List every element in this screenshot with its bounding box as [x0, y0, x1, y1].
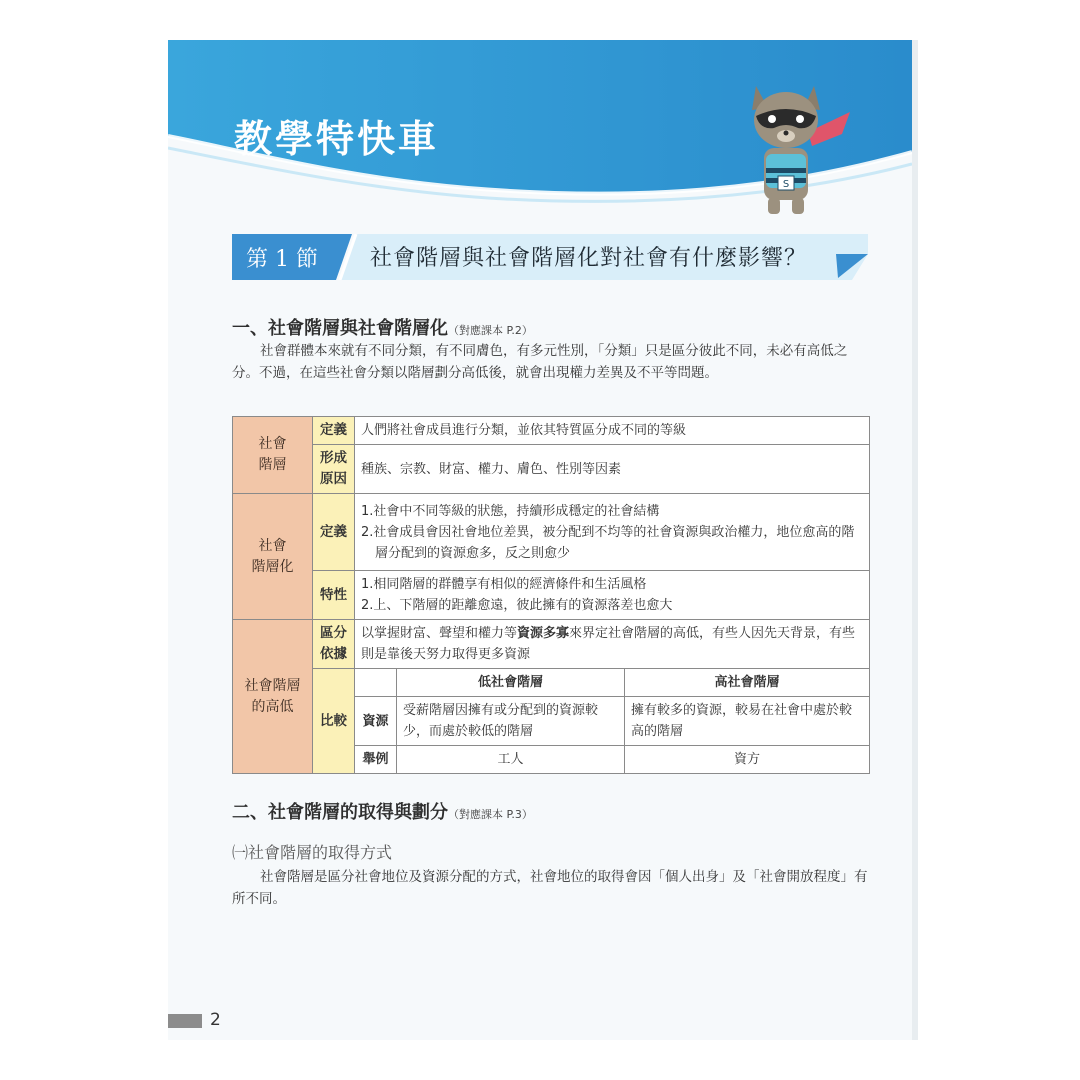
row-header-resource: 資源 — [355, 697, 397, 746]
table-row — [233, 571, 870, 620]
content-cell — [355, 494, 870, 571]
category-cell-level: 社會階層 的高低 — [233, 620, 313, 774]
part1-heading — [232, 314, 533, 340]
page-number: 2 — [210, 1010, 221, 1030]
section-number: 第 1 節 — [246, 247, 318, 272]
content-cell: 以掌握財富、聲望和權力等資源多寡來界定社會階層的高低，有些人因先天背景，有些則是靠後天努力取得更多資源 — [355, 620, 870, 669]
category-cell-stratification: 社會 階層化 — [233, 494, 313, 620]
part1-paragraph — [232, 340, 868, 384]
page-edge-shadow — [912, 40, 918, 1040]
textbook-page — [168, 40, 912, 1040]
part1-paragraph-text: 社會群體本來就有不同分類，有不同膚色，有多元性別，「分類」只是區分彼此不同，未必有高低之分。不過，在這些社會分類以階層劃分高低後，就會出現權力差異及不平等問題。 — [232, 343, 848, 381]
table-row — [233, 445, 870, 494]
content-cell: 種族、宗教、財富、權力、膚色、性別等因素 — [355, 445, 870, 494]
subcategory-cell: 特性 — [313, 571, 355, 620]
social-stratum-table — [232, 416, 870, 774]
subcategory-cell: 定義 — [313, 417, 355, 445]
column-header-high: 高社會階層 — [625, 669, 870, 697]
part1-textbook-ref: （對應課本 P.2） — [448, 324, 533, 337]
subcategory-cell: 定義 — [313, 494, 355, 571]
mascot-illustration — [738, 72, 858, 226]
content-cell: 人們將社會成員進行分類，並依其特質區分成不同的等級 — [355, 417, 870, 445]
page-header-title: 教學特快車 — [234, 117, 440, 161]
column-header-low: 低社會階層 — [397, 669, 625, 697]
subcategory-cell: 比較 — [313, 669, 355, 774]
content-cell — [355, 571, 870, 620]
table-row — [233, 669, 870, 697]
part2-subheading: ㈠社會階層的取得方式 — [232, 843, 393, 862]
section-heading-bar — [232, 234, 868, 280]
empty-cell — [355, 669, 397, 697]
part2-textbook-ref: （對應課本 P.3） — [448, 808, 533, 821]
table-row — [233, 494, 870, 571]
part2-paragraph — [232, 866, 868, 910]
part1-heading-text: 一、社會階層與社會階層化 — [232, 318, 448, 339]
part2-paragraph-text: 社會階層是區分社會地位及資源分配的方式，社會地位的取得會因「個人出身」及「社會開放程度」有所不同。 — [232, 869, 868, 907]
raccoon-mascot-icon — [738, 72, 858, 222]
subcategory-cell: 形成 原因 — [313, 445, 355, 494]
list-item: 2.社會成員會因社會地位差異，被分配到不均等的社會資源與政治權力，地位愈高的階層分配到的資源愈多，反之則愈少 — [361, 524, 855, 561]
header-banner — [168, 40, 912, 240]
category-cell-stratum: 社會 階層 — [233, 417, 313, 494]
content-cell: 資方 — [625, 746, 870, 774]
list-item: 1.社會中不同等級的狀態，持續形成穩定的社會結構 — [361, 503, 660, 519]
part2-heading-text: 二、社會階層的取得與劃分 — [232, 802, 448, 823]
content-cell: 擁有較多的資源，較易在社會中處於較高的階層 — [625, 697, 870, 746]
list-item: 2.上、下階層的距離愈遠，彼此擁有的資源落差也愈大 — [361, 598, 673, 613]
part2-heading — [232, 798, 533, 824]
list-item: 1.相同階層的群體享有相似的經濟條件和生活風格 — [361, 577, 647, 592]
emphasis-text: 資源多寡 — [517, 626, 570, 641]
table-row — [233, 417, 870, 445]
page-number-bar — [168, 1014, 202, 1028]
section-title: 社會階層與社會階層化對社會有什麼影響？ — [370, 246, 808, 271]
subcategory-cell: 區分 依據 — [313, 620, 355, 669]
content-cell: 受薪階層因擁有或分配到的資源較少，而處於較低的階層 — [397, 697, 625, 746]
content-cell: 工人 — [397, 746, 625, 774]
row-header-example: 舉例 — [355, 746, 397, 774]
table-row — [233, 620, 870, 669]
mascot-shirt-letter: S — [782, 179, 790, 190]
